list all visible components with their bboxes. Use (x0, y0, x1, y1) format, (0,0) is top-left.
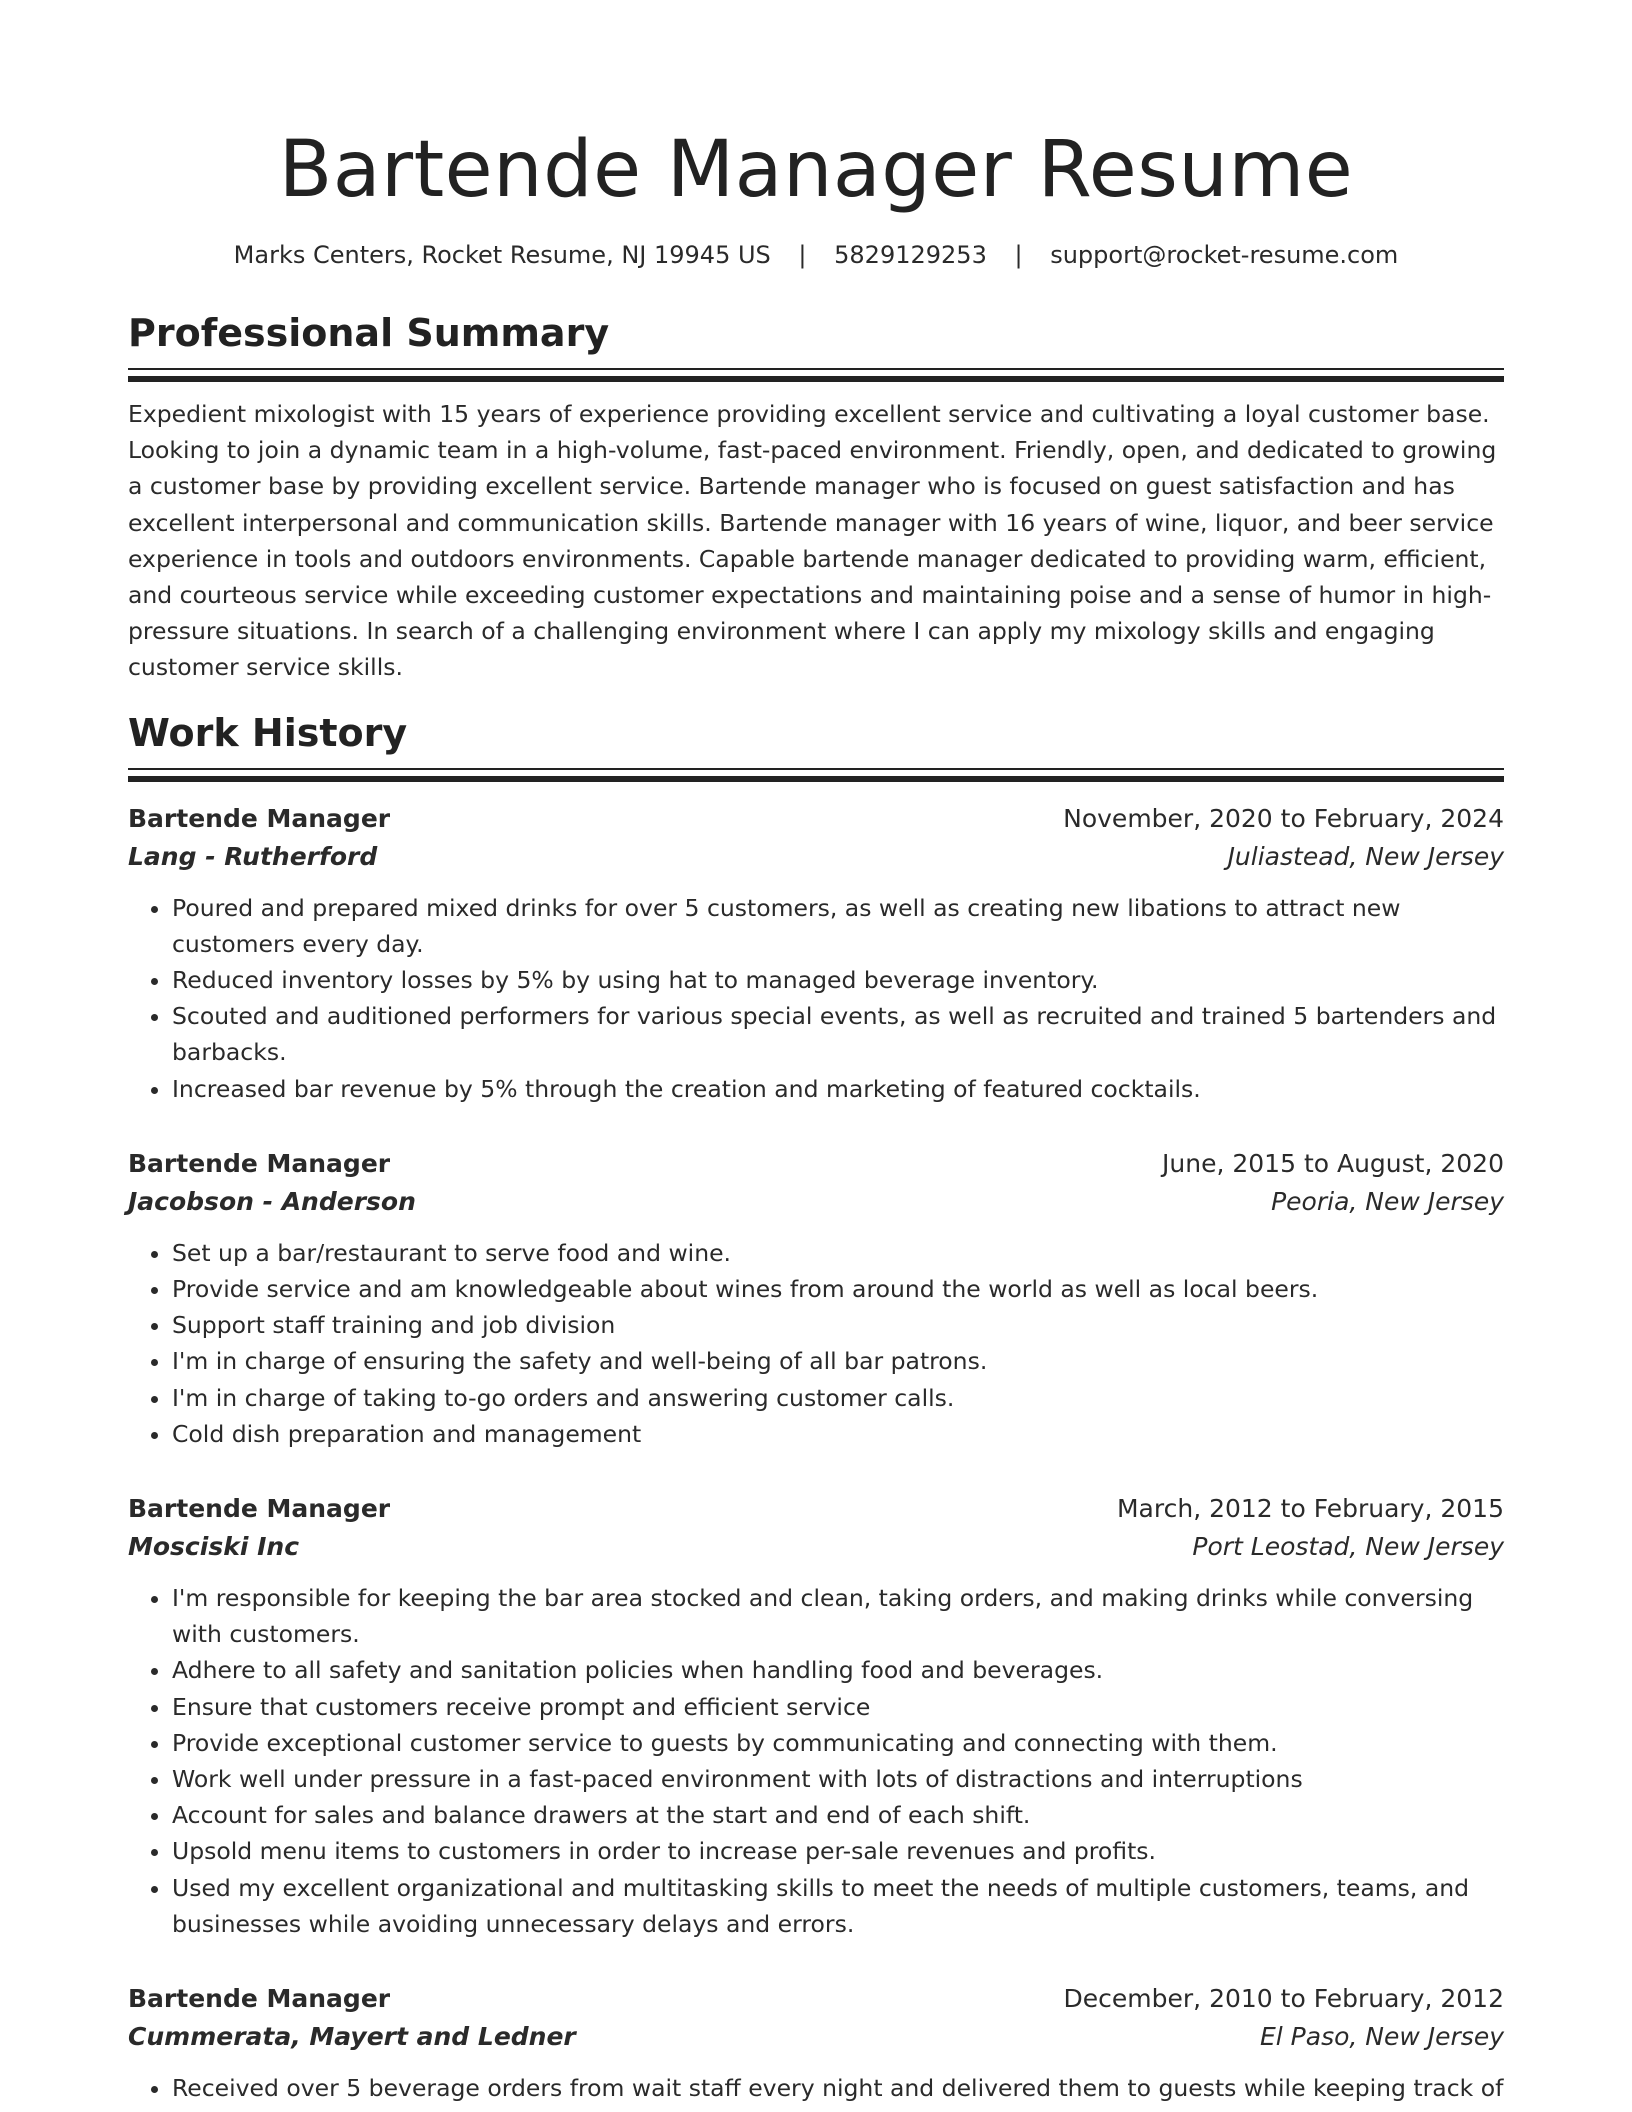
job-bullet: • Received over 5 beverage orders from wait staff every night and delivered them to guests while keeping track of (172, 2070, 1504, 2106)
contact-line (128, 238, 1504, 272)
job-entry (128, 1145, 1504, 1452)
contact-address: Marks Centers, Rocket Resume, NJ 19945 US (233, 241, 771, 269)
job-bullet-list (128, 1580, 1504, 1942)
job-bullet-list (128, 2070, 1504, 2106)
job-bullet: • I'm in charge of ensuring the safety and well-being of all bar patrons. (172, 1343, 1504, 1379)
job-bullet: • Cold dish preparation and management (172, 1416, 1504, 1452)
contact-phone: 5829129253 (834, 241, 987, 269)
contact-separator: | (798, 241, 807, 269)
resume-title: Bartende Manager Resume (278, 125, 1354, 215)
job-location: Juliastead, New Jersey (1227, 841, 1504, 871)
job-bullet: • Ensure that customers receive prompt and efficient service (172, 1689, 1504, 1725)
job-bullet: • Work well under pressure in a fast-paced environment with lots of distractions and interruptions (172, 1761, 1504, 1797)
job-dates: November, 2020 to February, 2024 (1063, 803, 1504, 833)
job-title: Bartende Manager (128, 1148, 391, 1178)
job-location: Peoria, New Jersey (1271, 1186, 1504, 1216)
job-bullet: • I'm in charge of taking to-go orders and answering customer calls. (172, 1380, 1504, 1416)
job-entry (128, 800, 1504, 1107)
job-entry (128, 1490, 1504, 1942)
job-bullet-list (128, 1235, 1504, 1452)
job-bullet: • Reduced inventory losses by 5% by using hat to managed beverage inventory. (172, 962, 1504, 998)
job-bullet: • Support staff training and job division (172, 1307, 1504, 1343)
job-bullet: • I'm responsible for keeping the bar area stocked and clean, taking orders, and making drinks while conversing with customers. (172, 1580, 1504, 1652)
job-title: Bartende Manager (128, 1984, 391, 2014)
job-bullet-list (128, 890, 1504, 1107)
job-bullet: • Used my excellent organizational and multitasking skills to meet the needs of multiple customers, teams, and businesses while avoiding unnecessary delays and errors. (172, 1870, 1504, 1942)
section-heading-work-history: Work History (128, 710, 408, 755)
job-bullet: • Poured and prepared mixed drinks for over 5 customers, as well as creating new libations to attract new customers every day. (172, 890, 1504, 962)
section-divider (128, 768, 1504, 782)
job-bullet: • Set up a bar/restaurant to serve food and wine. (172, 1235, 1504, 1271)
section-divider (128, 368, 1504, 382)
job-title: Bartende Manager (128, 803, 391, 833)
job-location: Port Leostad, New Jersey (1192, 1532, 1504, 1562)
job-entry (128, 1980, 1504, 2106)
job-company: Jacobson - Anderson (128, 1186, 416, 1216)
job-bullet: • Upsold menu items to customers in order to increase per-sale revenues and profits. (172, 1833, 1504, 1869)
section-heading-summary: Professional Summary (128, 311, 610, 355)
job-location: El Paso, New Jersey (1259, 2022, 1504, 2052)
contact-separator: | (1014, 241, 1023, 269)
job-bullet: • Adhere to all safety and sanitation policies when handling food and beverages. (172, 1652, 1504, 1688)
job-bullet: • Scouted and auditioned performers for various special events, as well as recruited and trained 5 bartenders and barbacks. (172, 998, 1504, 1070)
contact-email: support@rocket-resume.com (1050, 241, 1399, 269)
job-bullet: • Provide service and am knowledgeable about wines from around the world as well as local beers. (172, 1271, 1504, 1307)
job-dates: March, 2012 to February, 2015 (1116, 1494, 1504, 1524)
job-company: Lang - Rutherford (128, 841, 378, 871)
job-company: Cummerata, Mayert and Ledner (128, 2022, 576, 2052)
job-company: Mosciski Inc (128, 1532, 300, 1562)
job-title: Bartende Manager (128, 1494, 391, 1524)
summary-text: Expedient mixologist with 15 years of experience providing excellent service and cultivating a loyal customer base. Looking to join a dynamic team in a high-volume, fast-paced environment. Friendly, open, and dedicated to growing a customer base by providing excellent service. Bartende manager who is focused on guest satisfaction and has excellent interpersonal and communication skills. Bartende manager with 16 years of wine, liquor, and beer service experience in tools and outdoors environments. Capable bartende manager dedicated to providing warm, efficient, and courteous service while exceeding customer expectations and maintaining poise and a sense of humor in high-pressure situations. In search of a challenging environment where I can apply my mixology skills and engaging customer service skills. (128, 400, 1497, 682)
job-bullet: • Provide exceptional customer service to guests by communicating and connecting with them. (172, 1725, 1504, 1761)
job-dates: December, 2010 to February, 2012 (1063, 1984, 1504, 2014)
summary-section (128, 308, 1504, 686)
job-bullet: • Account for sales and balance drawers at the start and end of each shift. (172, 1797, 1504, 1833)
job-bullet: • Increased bar revenue by 5% through the creation and marketing of featured cocktails. (172, 1071, 1504, 1107)
work-history-section (128, 708, 1504, 2107)
resume-page (128, 112, 1504, 2106)
job-dates: June, 2015 to August, 2020 (1162, 1148, 1504, 1178)
